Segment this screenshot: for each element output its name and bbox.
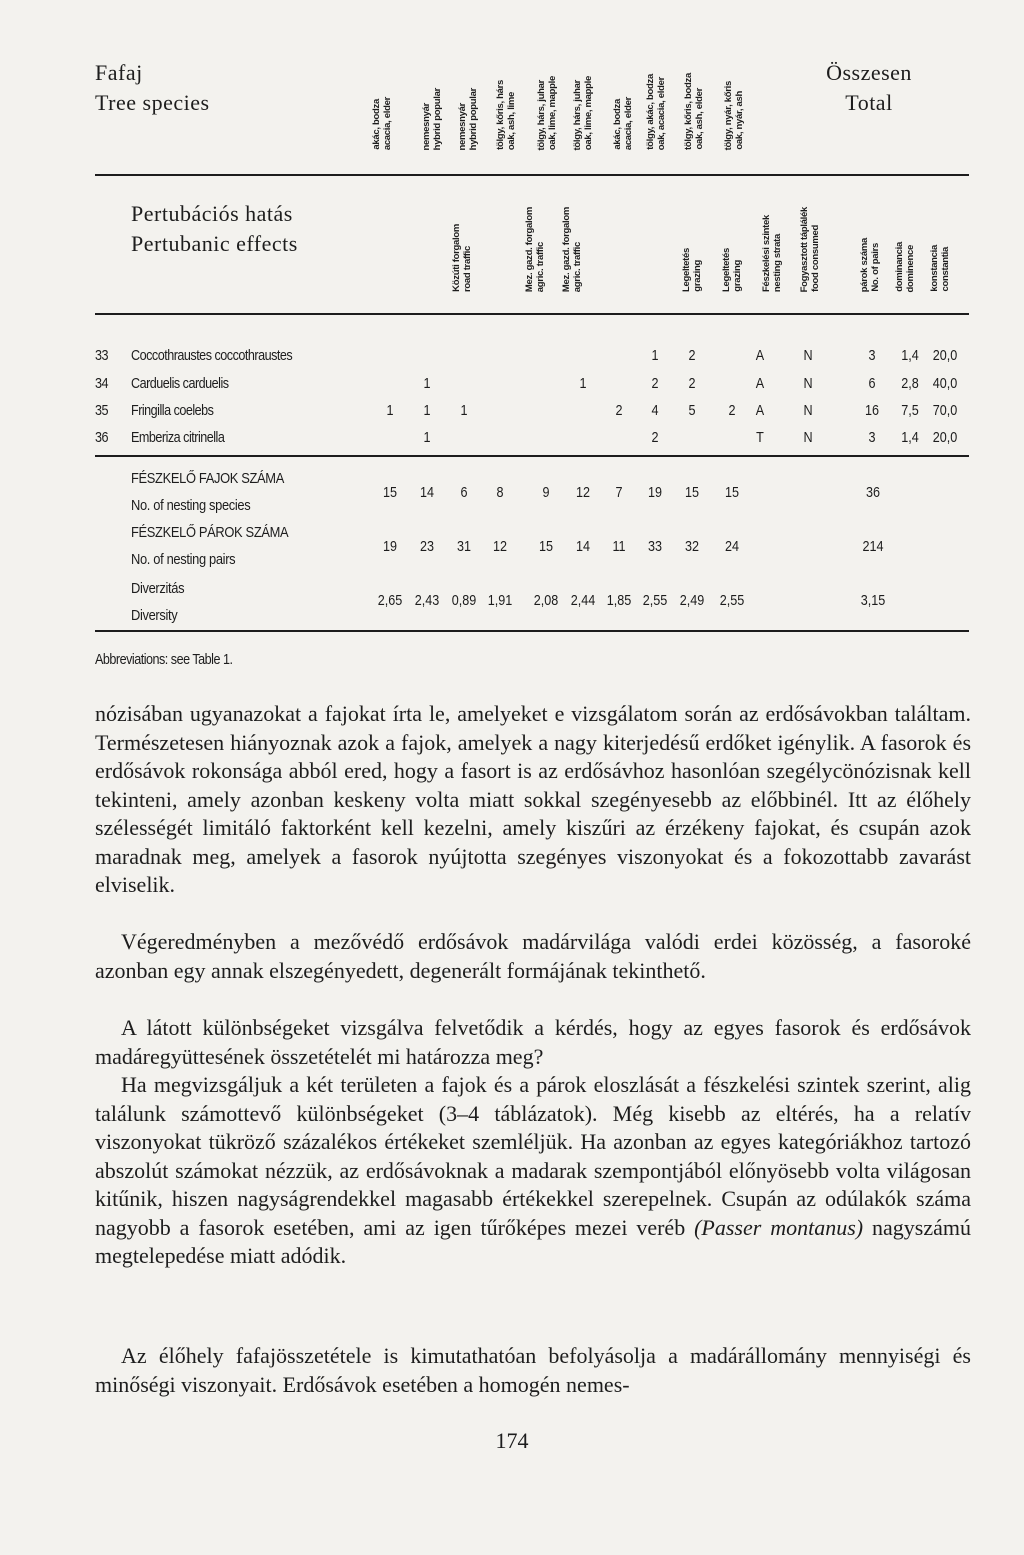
summary-diversity-label-en: Diversity: [131, 607, 178, 624]
tree-column-header-4-en: oak, ash, lime: [506, 91, 517, 150]
effects-header-en: Pertubanic effects: [131, 231, 298, 256]
effect-column-header-1: [452, 192, 476, 292]
tree-column-header-9-en: oak, ash, elder: [694, 88, 705, 150]
diversity-value: 2,49: [679, 592, 705, 609]
pair-count-cell: 2: [651, 375, 659, 392]
nesting-species-total: 36: [865, 484, 881, 501]
tree-column-header-1-hu: akác, bodza: [371, 99, 382, 150]
extra-column-header-3: [860, 192, 884, 292]
tree-column-header-2-en: hybrid popular: [432, 87, 443, 150]
effect-column-header-1-hu: Közúti forgalom: [451, 224, 462, 292]
abbreviations-note: Abbreviations: see Table 1.: [95, 651, 233, 668]
tree-column-header-8: [646, 50, 670, 150]
nesting-species-value: 15: [382, 484, 398, 501]
food-cell: N: [803, 375, 813, 392]
row-number: 33: [95, 347, 109, 364]
total-header-en: Total: [845, 90, 893, 115]
paragraph-4-text: Ha megvizsgáljuk a két területen a fajok és a párok eloszlását a fészkelési szintek szerint, alig találunk számottevő különbségeket (3–4 táblázatok). Még kisebb az eltérés, ha a relatív viszonyokat tükröző százalékos értékeket szemléljük. Ha azonban az egyes kategóriákhoz tartozó abszolút számokat nézzük, az erdősávoknak a madarak szempontjából előnyösebb volta világosan kitűnik, hiszen nagyságrendekkel magasabb értékekkel szerepelnek. Csupán az odúlakók száma nagyobb a fasorok esetében, ami az igen tűrőképes mezei veréb: [95, 1072, 971, 1240]
effect-column-header-3: [562, 192, 586, 292]
food-cell: N: [803, 402, 813, 419]
paragraph-2-text: Végeredményben a mezővédő erdősávok madárvilága valódi erdei közösség, a fasoroké azonban egy annak elszegényedett, degenerált formájának tekinthető.: [95, 929, 971, 983]
species-italic: (Passer montanus): [694, 1214, 864, 1240]
species-header: [95, 58, 210, 118]
summary-species-label-en: No. of nesting species: [131, 497, 251, 514]
tree-column-header-5-en: oak, lime, mapple: [547, 75, 558, 150]
tree-column-header-10-hu: tölgy, nyár, kőris: [723, 80, 734, 150]
tree-column-header-2: [422, 50, 446, 150]
diversity-value: 2,55: [642, 592, 668, 609]
extra-column-header-4-en: dominence: [905, 244, 916, 292]
constancy-cell: 20,0: [932, 347, 958, 364]
pair-count-cell: 1: [386, 402, 394, 419]
effect-column-header-3-hu: Mez. gazd. forgalom: [561, 206, 572, 292]
diversity-value: 2,43: [414, 592, 440, 609]
tree-column-header-5: [537, 50, 561, 150]
effect-column-header-3-en: agric. traffic: [572, 241, 583, 292]
pair-count-cell: 1: [423, 375, 431, 392]
effect-column-header-4-hu: Legeltetés: [681, 248, 692, 292]
constancy-cell: 70,0: [932, 402, 958, 419]
species-header-en: Tree species: [95, 90, 210, 115]
extra-column-header-1-en: nesting strata: [772, 233, 783, 292]
tree-column-header-9-hu: tölgy, kőris, bodza: [683, 73, 694, 150]
dominance-cell: 1,4: [901, 347, 919, 364]
extra-column-header-5-en: constantia: [940, 247, 951, 292]
effect-column-header-5-hu: Legeltetés: [721, 248, 732, 292]
constancy-cell: 40,0: [932, 375, 958, 392]
tree-column-header-7-en: acacia, elder: [623, 96, 634, 150]
tree-column-header-2-hu: nemesnyár: [421, 102, 432, 150]
extra-column-header-4: [895, 192, 919, 292]
summary-diversity-label-hu: Diverzitás: [131, 580, 185, 597]
nesting-species-value: 19: [647, 484, 663, 501]
pair-count-cell: 2: [615, 402, 623, 419]
tree-column-header-6-en: oak, lime, mapple: [583, 75, 594, 150]
paragraph-1: [95, 700, 971, 900]
nesting-species-value: 8: [496, 484, 504, 501]
nesting-species-value: 12: [575, 484, 591, 501]
diversity-value: 1,91: [487, 592, 513, 609]
pairs-total-cell: 16: [864, 402, 880, 419]
nesting-species-value: 14: [419, 484, 435, 501]
paragraph-5-text: Az élőhely fafajösszetétele is kimutathatóan befolyásolja a madárállomány mennyiségi és minőségi viszonyait. Erdősávok esetében a homogén nemes-: [95, 1343, 971, 1397]
tree-column-header-3-en: hybrid popular: [468, 87, 479, 150]
effect-column-header-4-en: grazing: [692, 260, 703, 292]
tree-column-header-1: [372, 50, 396, 150]
pair-count-cell: 1: [651, 347, 659, 364]
tree-column-header-1-en: acacia, elder: [382, 96, 393, 150]
paragraph-1-text: nózisában ugyanazokat a fajokat írta le, amelyeket e vizsgálatom során az erdősávokban találtam. Természetesen hiányoznak azok a fajok, amelyek a nagy kiterjedésű erdőket igénylik. A fasorok és erdősávok rokonsága abból ered, hogy a fasort is az erdősávhoz hasonlóan szegélycönózisnak kell tekinteni, amely azonban keskeny volta miatt sokkal szegényesebb az előbbinél. Itt az élőhely szélességét limitáló faktorként kell kezelni, amely kiszűri az érzékeny fajokat, és csupán azok maradnak meg, amelyek a fasorok nyújtotta szegényes viszonyokat és a fokozottabb zavarást elviselik.: [95, 701, 971, 897]
extra-column-header-2-en: food consumed: [810, 225, 821, 292]
extra-column-header-2: [800, 192, 824, 292]
nesting-strata-cell: T: [756, 429, 764, 446]
nesting-species-value: 15: [724, 484, 740, 501]
effect-column-header-2-hu: Mez. gazd. forgalom: [524, 206, 535, 292]
pairs-total-cell: 6: [868, 375, 876, 392]
tree-column-header-5-hu: tölgy, hárs, juhar: [536, 79, 547, 150]
tree-column-header-7: [613, 50, 637, 150]
diversity-value: 1,85: [606, 592, 632, 609]
nesting-pairs-value: 14: [575, 538, 591, 555]
row-number: 34: [95, 375, 109, 392]
paragraph-2: [95, 928, 971, 985]
diversity-value: 2,44: [570, 592, 596, 609]
effect-column-header-4: [682, 192, 706, 292]
tree-column-header-3: [458, 50, 482, 150]
nesting-pairs-value: 15: [538, 538, 554, 555]
diversity-value: 2,55: [719, 592, 745, 609]
summary-pairs-label-en: No. of nesting pairs: [131, 551, 236, 568]
nesting-pairs-value: 23: [419, 538, 435, 555]
paragraph-5: [95, 1342, 971, 1399]
constancy-cell: 20,0: [932, 429, 958, 446]
nesting-strata-cell: A: [755, 375, 765, 392]
summary-species-label-hu: FÉSZKELŐ FAJOK SZÁMA: [131, 470, 284, 487]
extra-column-header-2-hu: Fogyasztott táplálék: [799, 206, 810, 292]
paragraph-3-text: A látott különbségeket vizsgálva felvetődik a kérdés, hogy az egyes fasorok és erdősávok madáregyüttesének összetételét mi határozza meg?: [95, 1015, 971, 1069]
nesting-pairs-value: 24: [724, 538, 740, 555]
dominance-cell: 1,4: [901, 429, 919, 446]
diversity-value: 2,08: [533, 592, 559, 609]
nesting-pairs-value: 19: [382, 538, 398, 555]
effect-column-header-1-en: road traffic: [462, 245, 473, 292]
pair-count-cell: 1: [579, 375, 587, 392]
tree-column-header-6: [573, 50, 597, 150]
tree-column-header-10: [724, 50, 748, 150]
food-cell: N: [803, 429, 813, 446]
tree-column-header-8-en: oak, acacia, elder: [656, 76, 667, 150]
tree-column-header-8-hu: tölgy, akác, bodza: [645, 74, 656, 150]
table-bottom-rule: [95, 630, 969, 632]
effect-column-header-5: [722, 192, 746, 292]
nesting-strata-cell: A: [755, 347, 765, 364]
effect-column-header-5-en: grazing: [732, 260, 743, 292]
species-header-hu: Fafaj: [95, 60, 143, 85]
tree-column-header-4-hu: tölgy, kőris, hárs: [495, 80, 506, 150]
diversity-total: 3,15: [860, 592, 886, 609]
nesting-strata-cell: A: [755, 402, 765, 419]
pairs-total-cell: 3: [868, 347, 876, 364]
nesting-pairs-value: 31: [456, 538, 472, 555]
effect-column-header-2-en: agric. traffic: [535, 241, 546, 292]
dominance-cell: 2,8: [901, 375, 919, 392]
pair-count-cell: 1: [423, 429, 431, 446]
diversity-value: 0,89: [451, 592, 477, 609]
extra-column-header-1: [762, 192, 786, 292]
paragraph-3: [95, 1014, 971, 1071]
species-name: Coccothraustes coccothraustes: [131, 347, 293, 364]
summary-pairs-label-hu: FÉSZKELŐ PÁROK SZÁMA: [131, 524, 289, 541]
header-rule-bottom: [95, 313, 969, 315]
row-number: 36: [95, 429, 109, 446]
paragraph-4-end: nagyszámú megtelepedése miatt adódik.: [95, 1214, 971, 1268]
extra-column-header-5: [930, 192, 954, 292]
paragraph-4: [95, 1071, 971, 1271]
nesting-pairs-value: 32: [684, 538, 700, 555]
total-header: [818, 58, 920, 118]
tree-column-header-10-en: oak, nyár, ash: [734, 91, 745, 150]
pair-count-cell: 1: [423, 402, 431, 419]
effect-column-header-2: [525, 192, 549, 292]
tree-column-header-6-hu: tölgy, hárs, juhar: [572, 79, 583, 150]
pair-count-cell: 5: [688, 402, 696, 419]
tree-column-header-4: [496, 50, 520, 150]
species-name: Carduelis carduelis: [131, 375, 229, 392]
effects-header: [131, 199, 298, 259]
nesting-pairs-value: 12: [492, 538, 508, 555]
header-rule-top: [95, 174, 969, 176]
tree-column-header-3-hu: nemesnyár: [457, 102, 468, 150]
extra-column-header-3-hu: párok száma: [859, 237, 870, 292]
species-name: Fringilla coelebs: [131, 402, 214, 419]
row-number: 35: [95, 402, 109, 419]
extra-column-header-3-en: No. of pairs: [870, 243, 881, 292]
nesting-pairs-value: 33: [647, 538, 663, 555]
total-header-hu: Összesen: [826, 60, 912, 85]
body-rule: [95, 455, 969, 457]
pair-count-cell: 2: [728, 402, 736, 419]
extra-column-header-4-hu: dominancia: [894, 242, 905, 292]
pair-count-cell: 4: [651, 402, 659, 419]
tree-column-header-7-hu: akác, bodza: [612, 99, 623, 150]
effects-header-hu: Pertubációs hatás: [131, 201, 293, 226]
extra-column-header-1-hu: Fészkelési szintek: [761, 215, 772, 292]
tree-column-header-9: [684, 50, 708, 150]
dominance-cell: 7,5: [901, 402, 919, 419]
nesting-species-value: 6: [460, 484, 468, 501]
page-number: 174: [495, 1428, 529, 1453]
diversity-value: 2,65: [377, 592, 403, 609]
pairs-total-cell: 3: [868, 429, 876, 446]
nesting-species-value: 15: [684, 484, 700, 501]
nesting-species-value: 7: [615, 484, 623, 501]
nesting-species-value: 9: [542, 484, 550, 501]
pair-count-cell: 2: [651, 429, 659, 446]
pair-count-cell: 2: [688, 375, 696, 392]
pair-count-cell: 1: [460, 402, 468, 419]
extra-column-header-5-hu: konstancia: [929, 245, 940, 292]
food-cell: N: [803, 347, 813, 364]
nesting-pairs-total: 214: [862, 538, 884, 555]
species-name: Emberiza citrinella: [131, 429, 225, 446]
pair-count-cell: 2: [688, 347, 696, 364]
nesting-pairs-value: 11: [612, 538, 626, 555]
